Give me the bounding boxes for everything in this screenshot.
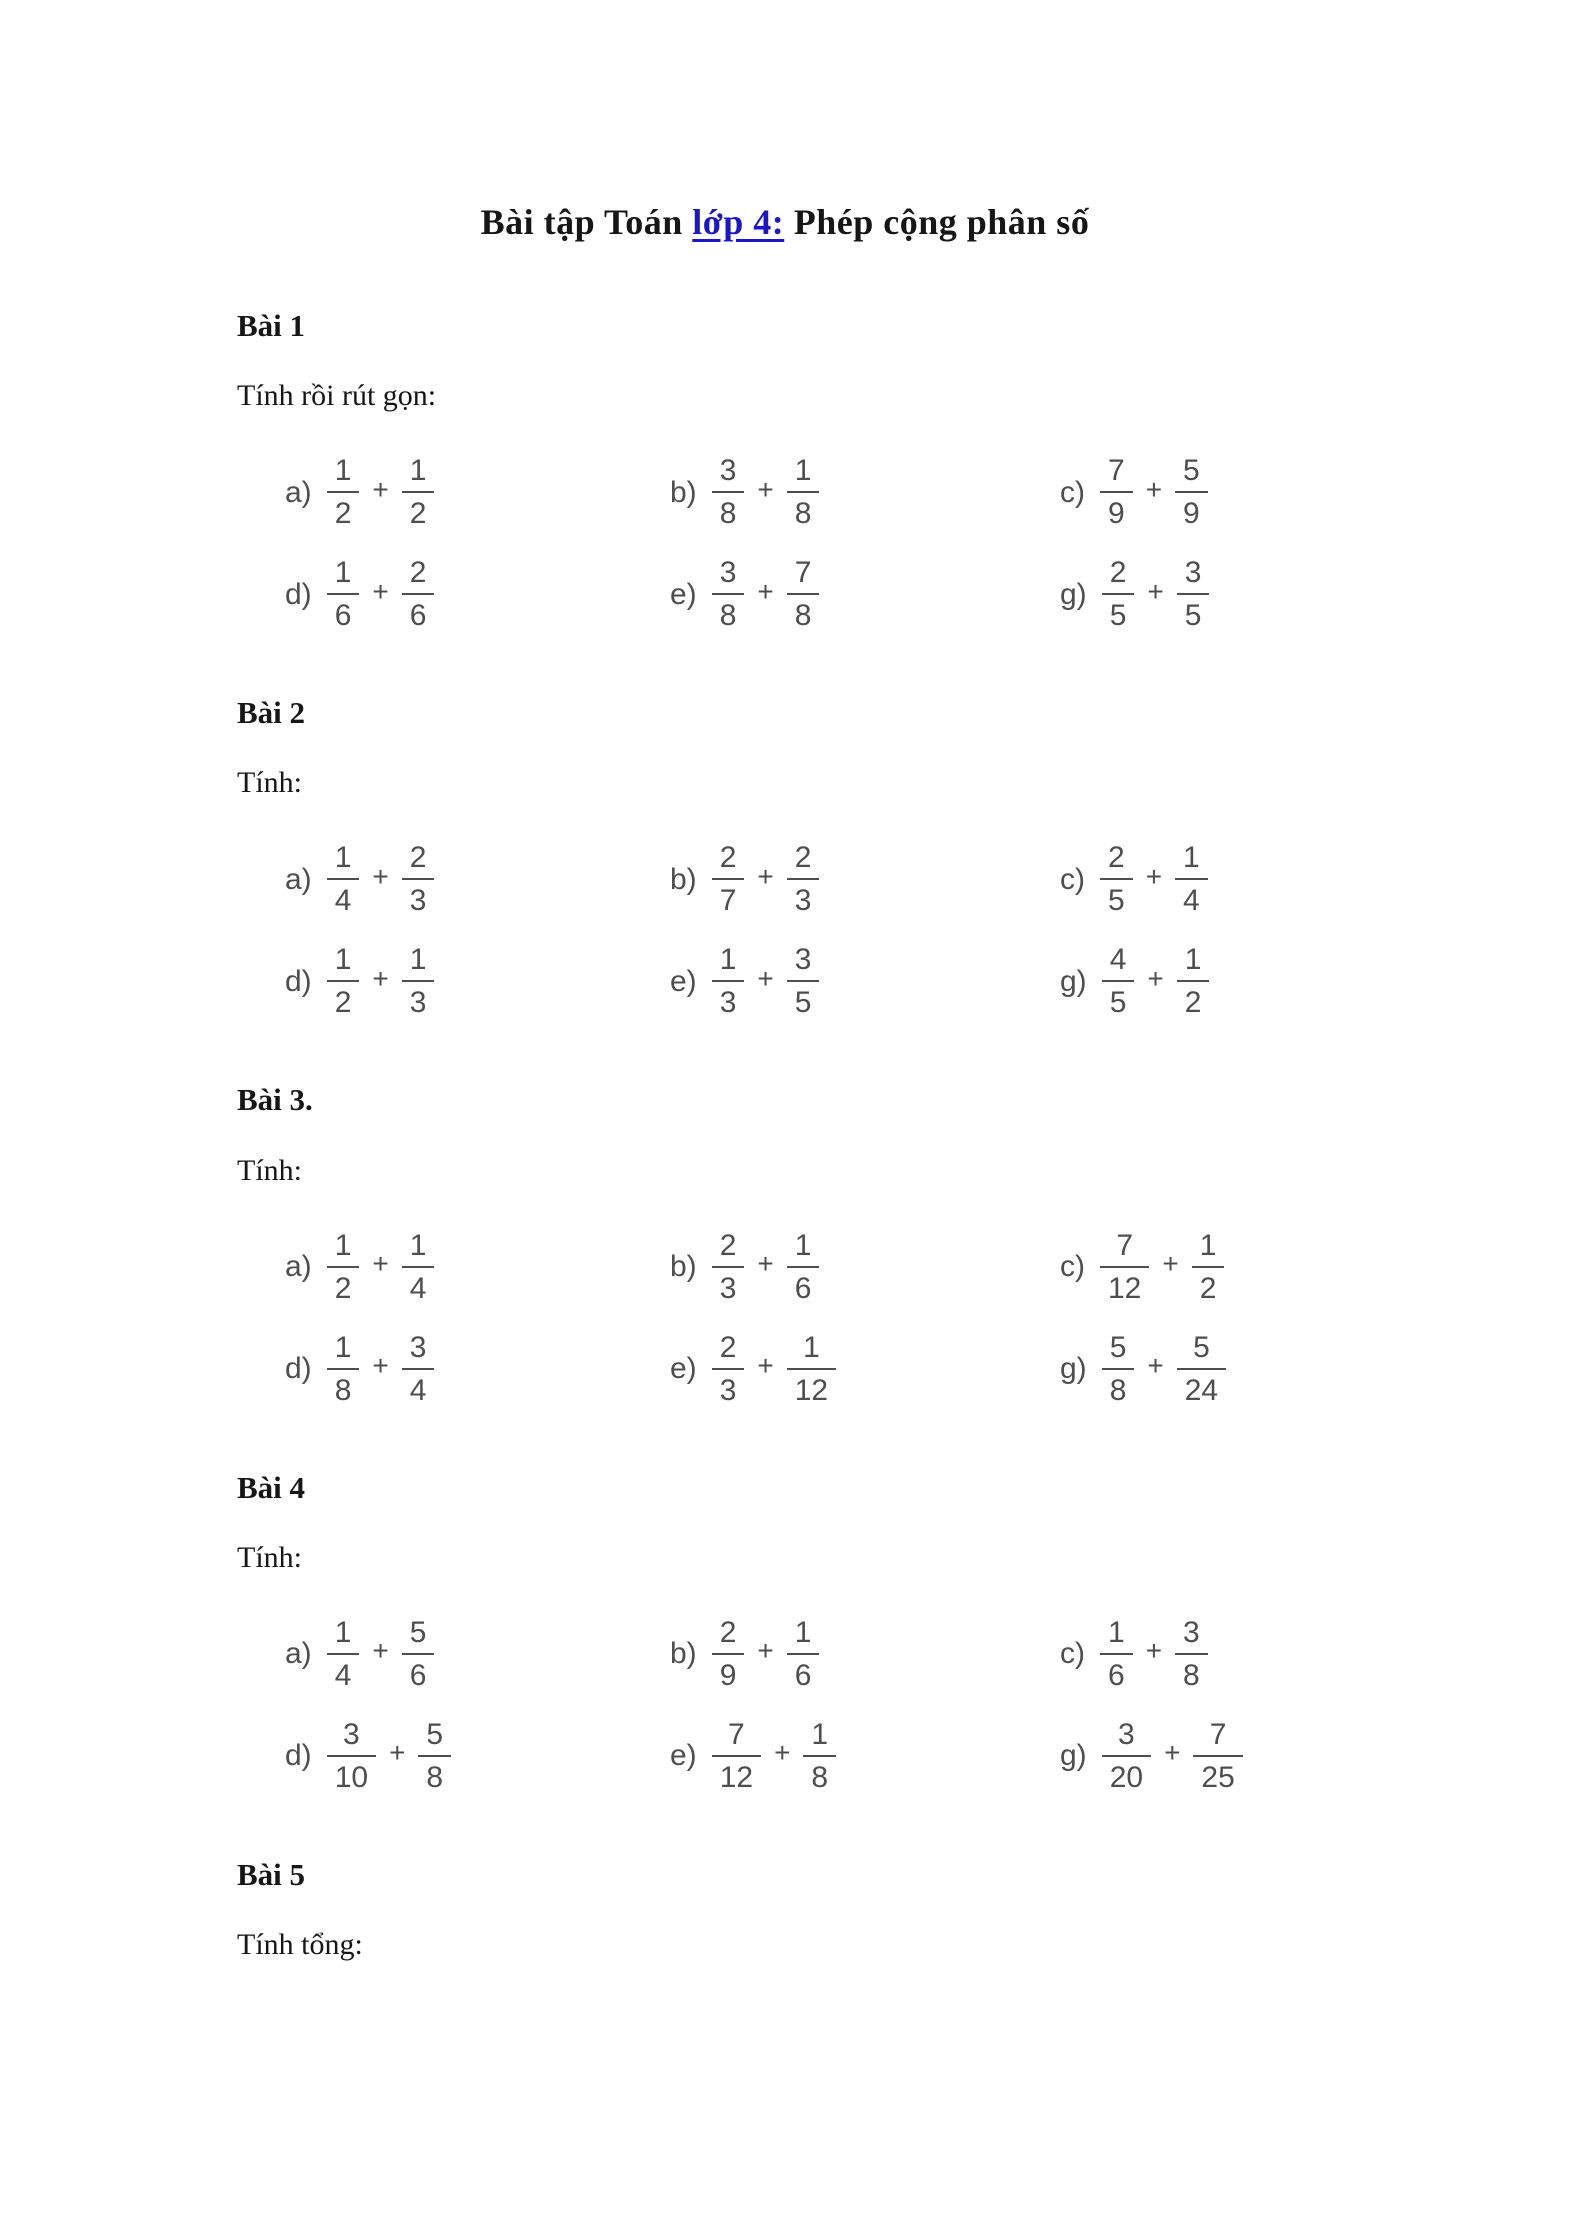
fraction-numerator: 2 <box>1100 841 1133 880</box>
exercise-label: d) <box>285 577 312 611</box>
fraction-numerator: 7 <box>1193 1718 1242 1757</box>
fraction-numerator: 3 <box>712 454 745 493</box>
fraction-first <box>327 1718 376 1794</box>
plus-operator: + <box>372 962 389 994</box>
fraction-first <box>712 1331 745 1407</box>
exercise-row <box>285 556 1570 632</box>
fraction-second <box>1177 943 1210 1019</box>
section-heading: Bài 5 <box>237 1856 306 1892</box>
fraction-first <box>1100 841 1133 917</box>
fraction-denominator: 7 <box>719 884 737 918</box>
fraction-numerator: 3 <box>712 556 745 595</box>
exercise-label: d) <box>285 1739 312 1773</box>
fraction-first <box>1100 1616 1133 1692</box>
title-link[interactable]: lớp 4: <box>692 202 785 242</box>
fraction-denominator: 3 <box>719 1373 737 1407</box>
fraction-denominator: 8 <box>794 599 812 633</box>
exercise-row <box>285 841 1570 917</box>
fraction-denominator: 2 <box>1184 986 1202 1020</box>
fraction-numerator: 1 <box>327 1331 360 1370</box>
fraction-denominator: 2 <box>334 1271 352 1305</box>
fraction-numerator: 7 <box>712 1718 761 1757</box>
fraction-denominator: 9 <box>1108 497 1125 531</box>
plus-operator: + <box>372 473 389 505</box>
fraction-denominator: 8 <box>719 599 737 633</box>
section-rows <box>0 1616 1570 1794</box>
fraction-numerator: 1 <box>327 841 360 880</box>
section-heading: Bài 1 <box>237 308 306 343</box>
fraction-numerator: 2 <box>787 841 820 880</box>
fraction-second <box>402 841 435 917</box>
fraction-numerator: 7 <box>1100 454 1133 493</box>
fraction-second <box>803 1718 836 1794</box>
exercise <box>285 1331 670 1407</box>
exercise <box>1060 1616 1570 1692</box>
plus-operator: + <box>757 473 774 505</box>
fraction-numerator: 3 <box>1177 556 1210 595</box>
exercise-row <box>285 943 1570 1019</box>
fraction-numerator: 1 <box>327 454 360 493</box>
fraction-denominator: 3 <box>719 986 737 1020</box>
fraction-denominator: 5 <box>1108 884 1125 918</box>
fraction-numerator: 7 <box>787 556 820 595</box>
plus-operator: + <box>372 1350 389 1382</box>
exercise <box>1060 943 1570 1019</box>
section-heading: Bài 3. <box>237 1082 313 1118</box>
fraction-numerator: 2 <box>712 1616 745 1655</box>
exercise-label: d) <box>285 964 312 998</box>
fraction-denominator: 2 <box>409 497 427 531</box>
fraction-second <box>402 454 435 530</box>
section-instruction: Tính: <box>237 1153 302 1187</box>
exercise <box>670 1229 1060 1305</box>
fraction-numerator: 1 <box>402 943 435 982</box>
exercise <box>670 556 1060 632</box>
fraction-denominator: 2 <box>334 986 352 1020</box>
fraction-numerator: 1 <box>327 943 360 982</box>
fraction-denominator: 4 <box>334 1658 352 1692</box>
fraction-second <box>787 454 820 530</box>
exercise <box>1060 454 1570 530</box>
fraction-numerator: 1 <box>787 1229 820 1268</box>
fraction-numerator: 5 <box>1175 454 1208 493</box>
fraction-numerator: 2 <box>402 841 435 880</box>
fraction-first <box>712 556 745 632</box>
fraction-second <box>402 943 435 1019</box>
fraction-denominator: 4 <box>409 1373 427 1407</box>
fraction-numerator: 1 <box>1100 1616 1133 1655</box>
plus-operator: + <box>757 860 774 892</box>
fraction-numerator: 1 <box>327 1616 360 1655</box>
plus-operator: + <box>1162 1248 1179 1280</box>
fraction-denominator: 5 <box>1109 599 1127 633</box>
fraction-numerator: 2 <box>712 1331 745 1370</box>
section-instruction: Tính: <box>237 1540 302 1574</box>
fraction-denominator: 6 <box>409 599 427 633</box>
exercise-row <box>285 1616 1570 1692</box>
exercise-section <box>0 1469 1570 1794</box>
fraction-first <box>327 556 360 632</box>
fraction-denominator: 8 <box>794 497 812 531</box>
exercise <box>285 1718 670 1794</box>
fraction-second <box>402 1229 435 1305</box>
exercise-row <box>285 1229 1570 1305</box>
fraction-second <box>1175 454 1208 530</box>
fraction-denominator: 5 <box>1184 599 1202 633</box>
fraction-denominator: 6 <box>794 1271 812 1305</box>
fraction-numerator: 1 <box>327 556 360 595</box>
plus-operator: + <box>1145 860 1163 892</box>
fraction-numerator: 1 <box>787 1616 820 1655</box>
fraction-numerator: 5 <box>418 1718 451 1757</box>
plus-operator: + <box>1147 1350 1164 1382</box>
fraction-denominator: 2 <box>334 497 352 531</box>
exercise <box>285 556 670 632</box>
fraction-denominator: 4 <box>409 1271 427 1305</box>
fraction-denominator: 4 <box>1183 884 1200 918</box>
exercise-label: e) <box>670 964 697 998</box>
fraction-numerator: 1 <box>712 943 745 982</box>
exercise-label: b) <box>670 1637 697 1671</box>
fraction-second <box>1192 1229 1225 1305</box>
fraction-first <box>327 1616 360 1692</box>
plus-operator: + <box>372 1635 389 1667</box>
page-title <box>0 0 1570 245</box>
exercise-label: a) <box>285 862 312 896</box>
plus-operator: + <box>1147 962 1164 994</box>
fraction-first <box>1100 454 1133 530</box>
section-heading: Bài 2 <box>237 695 306 731</box>
fraction-numerator: 4 <box>1102 943 1135 982</box>
exercise-label: b) <box>670 1250 697 1284</box>
exercise <box>670 1331 1060 1407</box>
exercise <box>1060 841 1570 917</box>
fraction-numerator: 2 <box>712 1229 745 1268</box>
fraction-denominator: 2 <box>1199 1271 1217 1305</box>
fraction-first <box>327 1331 360 1407</box>
fraction-numerator: 1 <box>402 1229 435 1268</box>
plus-operator: + <box>372 575 389 607</box>
exercise-label: e) <box>670 1739 697 1773</box>
exercise-label: g) <box>1060 1352 1087 1386</box>
fraction-numerator: 1 <box>1175 841 1208 880</box>
fraction-numerator: 1 <box>1177 943 1210 982</box>
fraction-first <box>327 454 360 530</box>
exercise-row <box>285 1718 1570 1794</box>
exercise <box>670 1616 1060 1692</box>
plus-operator: + <box>774 1737 791 1769</box>
fraction-numerator: 1 <box>803 1718 836 1757</box>
exercise-label: b) <box>670 475 697 509</box>
fraction-second <box>787 841 820 917</box>
fraction-denominator: 8 <box>1109 1373 1127 1407</box>
exercise-section <box>0 307 1570 632</box>
exercise <box>1060 1331 1570 1407</box>
exercise-label: g) <box>1060 577 1087 611</box>
exercise-label: a) <box>285 475 312 509</box>
exercise-label: b) <box>670 862 697 896</box>
plus-operator: + <box>757 575 774 607</box>
fraction-second <box>1175 1616 1208 1692</box>
fraction-denominator: 20 <box>1109 1760 1144 1794</box>
fraction-second <box>1175 841 1208 917</box>
fraction-first <box>327 841 360 917</box>
exercise <box>285 943 670 1019</box>
fraction-numerator: 3 <box>1175 1616 1208 1655</box>
fraction-denominator: 6 <box>794 1658 812 1692</box>
section-rows <box>0 1229 1570 1407</box>
exercise-section <box>0 1081 1570 1406</box>
fraction-second <box>787 1616 820 1692</box>
fraction-numerator: 3 <box>327 1718 376 1757</box>
fraction-numerator: 7 <box>1100 1229 1149 1268</box>
fraction-denominator: 8 <box>426 1760 444 1794</box>
fraction-denominator: 6 <box>334 599 352 633</box>
fraction-numerator: 1 <box>787 1331 836 1370</box>
fraction-denominator: 4 <box>334 884 352 918</box>
fraction-denominator: 9 <box>1183 497 1200 531</box>
fraction-denominator: 3 <box>409 986 427 1020</box>
plus-operator: + <box>372 860 389 892</box>
fraction-first <box>712 943 745 1019</box>
fraction-first <box>1100 1229 1149 1305</box>
exercise-row <box>285 454 1570 530</box>
section-rows <box>0 841 1570 1019</box>
fraction-numerator: 3 <box>787 943 820 982</box>
exercise-label: a) <box>285 1637 312 1671</box>
exercise-label: c) <box>1060 1637 1085 1671</box>
fraction-numerator: 3 <box>402 1331 435 1370</box>
fraction-second <box>787 556 820 632</box>
fraction-numerator: 2 <box>712 841 745 880</box>
section-instruction: Tính tổng: <box>237 1927 363 1961</box>
title-suffix: Phép cộng phân số <box>784 202 1090 242</box>
fraction-first <box>712 1229 745 1305</box>
fraction-numerator: 1 <box>402 454 435 493</box>
fraction-denominator: 6 <box>409 1658 427 1692</box>
fraction-numerator: 1 <box>1192 1229 1225 1268</box>
fraction-first <box>1102 556 1135 632</box>
exercise <box>285 1616 670 1692</box>
fraction-first <box>1102 943 1135 1019</box>
exercise <box>285 841 670 917</box>
exercise-label: e) <box>670 577 697 611</box>
fraction-numerator: 1 <box>787 454 820 493</box>
fraction-denominator: 8 <box>334 1373 352 1407</box>
exercise-section <box>0 1856 1570 1963</box>
fraction-first <box>1102 1331 1135 1407</box>
fraction-second <box>1177 1331 1226 1407</box>
plus-operator: + <box>1145 1635 1163 1667</box>
fraction-denominator: 9 <box>719 1658 737 1692</box>
fraction-second <box>1193 1718 1242 1794</box>
fraction-denominator: 24 <box>1184 1373 1219 1407</box>
exercise <box>670 454 1060 530</box>
exercise <box>285 1229 670 1305</box>
plus-operator: + <box>1147 575 1164 607</box>
exercise-label: a) <box>285 1250 312 1284</box>
exercise-label: d) <box>285 1352 312 1386</box>
fraction-second <box>418 1718 451 1794</box>
fraction-first <box>1102 1718 1151 1794</box>
fraction-first <box>327 943 360 1019</box>
fraction-denominator: 12 <box>1108 1271 1142 1305</box>
fraction-second <box>787 1331 836 1407</box>
fraction-denominator: 8 <box>719 497 737 531</box>
fraction-numerator: 2 <box>1102 556 1135 595</box>
exercise-label: e) <box>670 1352 697 1386</box>
plus-operator: + <box>372 1248 389 1280</box>
plus-operator: + <box>1164 1737 1181 1769</box>
plus-operator: + <box>389 1737 406 1769</box>
exercise-label: c) <box>1060 862 1085 896</box>
fraction-denominator: 3 <box>794 884 812 918</box>
exercise-section <box>0 694 1570 1019</box>
fraction-numerator: 5 <box>1177 1331 1226 1370</box>
fraction-numerator: 5 <box>402 1616 435 1655</box>
fraction-denominator: 5 <box>1109 986 1127 1020</box>
fraction-numerator: 5 <box>1102 1331 1135 1370</box>
fraction-second <box>787 1229 820 1305</box>
fraction-denominator: 3 <box>409 884 427 918</box>
fraction-denominator: 25 <box>1201 1760 1235 1794</box>
exercise-label: c) <box>1060 475 1085 509</box>
plus-operator: + <box>757 962 774 994</box>
exercise-row <box>285 1331 1570 1407</box>
fraction-second <box>1177 556 1210 632</box>
fraction-denominator: 6 <box>1108 1658 1125 1692</box>
fraction-numerator: 2 <box>402 556 435 595</box>
fraction-denominator: 10 <box>334 1760 369 1794</box>
fraction-first <box>712 1616 745 1692</box>
exercise-label: g) <box>1060 964 1087 998</box>
fraction-second <box>402 556 435 632</box>
fraction-numerator: 1 <box>327 1229 360 1268</box>
exercise <box>670 841 1060 917</box>
plus-operator: + <box>757 1248 774 1280</box>
sections <box>0 307 1570 1963</box>
exercise-label: c) <box>1060 1250 1085 1284</box>
section-heading: Bài 4 <box>237 1469 306 1505</box>
exercise <box>1060 556 1570 632</box>
fraction-denominator: 8 <box>811 1760 829 1794</box>
fraction-first <box>712 1718 761 1794</box>
fraction-numerator: 3 <box>1102 1718 1151 1757</box>
exercise <box>1060 1718 1570 1794</box>
fraction-second <box>787 943 820 1019</box>
fraction-first <box>712 454 745 530</box>
fraction-first <box>327 1229 360 1305</box>
fraction-second <box>402 1331 435 1407</box>
fraction-denominator: 3 <box>719 1271 737 1305</box>
plus-operator: + <box>1145 473 1163 505</box>
exercise <box>670 1718 1060 1794</box>
plus-operator: + <box>757 1635 774 1667</box>
exercise <box>670 943 1060 1019</box>
title-prefix: Bài tập Toán <box>480 202 693 242</box>
plus-operator: + <box>757 1350 774 1382</box>
fraction-first <box>712 841 745 917</box>
section-instruction: Tính: <box>237 766 302 800</box>
fraction-second <box>402 1616 435 1692</box>
exercise-label: g) <box>1060 1739 1087 1773</box>
exercise <box>285 454 670 530</box>
exercise <box>1060 1229 1570 1305</box>
fraction-denominator: 5 <box>794 986 812 1020</box>
fraction-denominator: 12 <box>794 1373 829 1407</box>
section-rows <box>0 454 1570 632</box>
fraction-denominator: 12 <box>719 1760 754 1794</box>
fraction-denominator: 8 <box>1183 1658 1200 1692</box>
section-instruction: Tính rồi rút gọn: <box>237 379 437 413</box>
